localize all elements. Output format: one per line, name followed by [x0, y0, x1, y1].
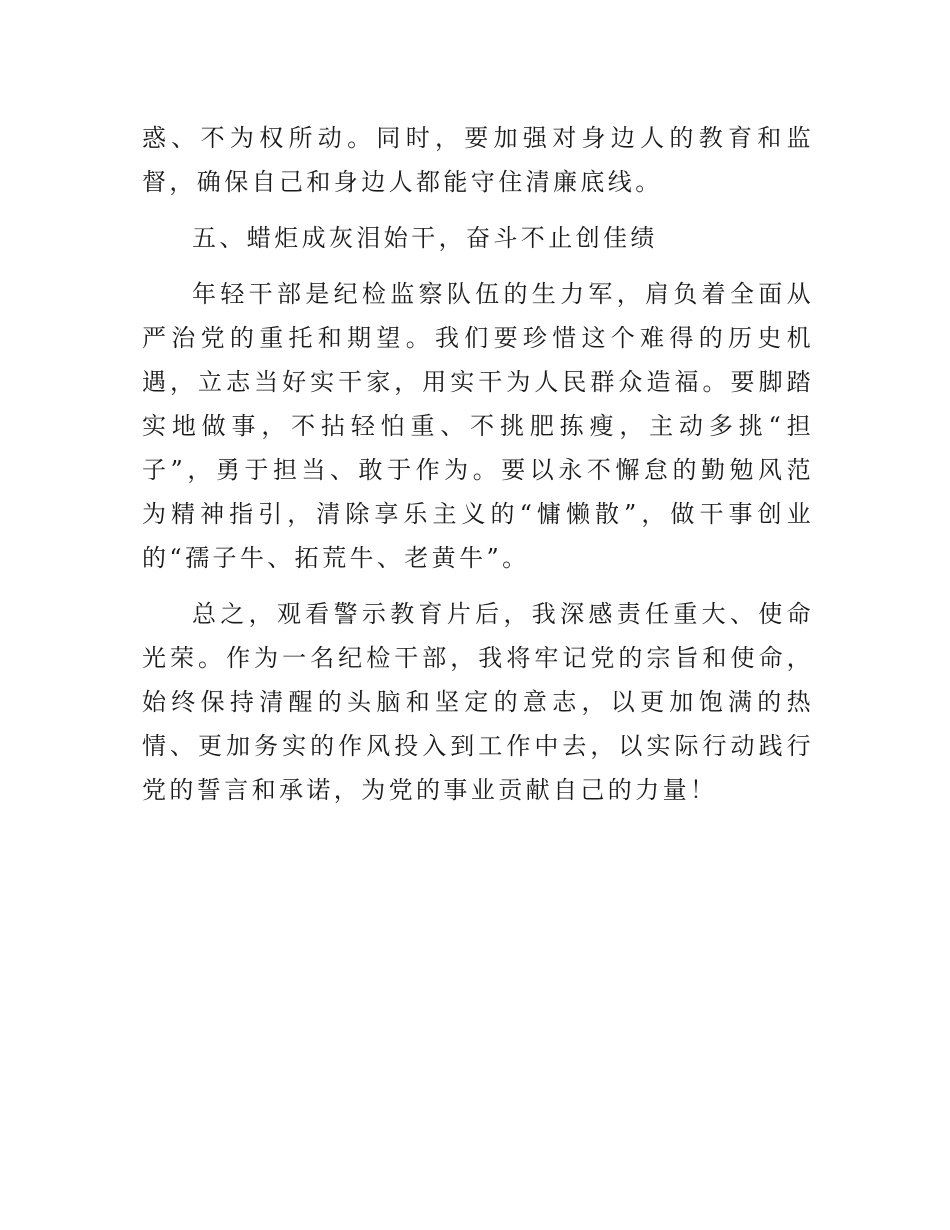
paragraph-conclusion: 总之，观看警示教育片后，我深感责任重大、使命光荣。作为一名纪检干部，我将牢记党的宗旨和使命，始终保持清醒的头脑和坚定的意志，以更加饱满的热情、更加务实的作风投入到工作中去，以实际行动践行党的誓言和承诺，为党的事业贡献自己的力量！ — [142, 600, 814, 804]
paragraph-young-cadres: 年轻干部是纪检监察队伍的生力军，肩负着全面从严治党的重托和期望。我们要珍惜这个难得的历史机遇，立志当好实干家，用实干为人民群众造福。要脚踏实地做事，不拈轻怕重、不挑肥拣瘦，主动多挑“担子”，勇于担当、敢于作为。要以永不懈怠的勤勉风范为精神指引，清除享乐主义的“慵懒散”，做干事创业的“孺子牛、拓荒牛、老黄牛”。 — [142, 280, 814, 572]
document-page — [142, 116, 814, 824]
section-heading: 五、蜡炬成灰泪始干，奋斗不止创佳绩 — [192, 224, 658, 252]
paragraph-continuation: 惑、不为权所动。同时，要加强对身边人的教育和监督，确保自己和身边人都能守住清廉底线。 — [142, 124, 814, 196]
